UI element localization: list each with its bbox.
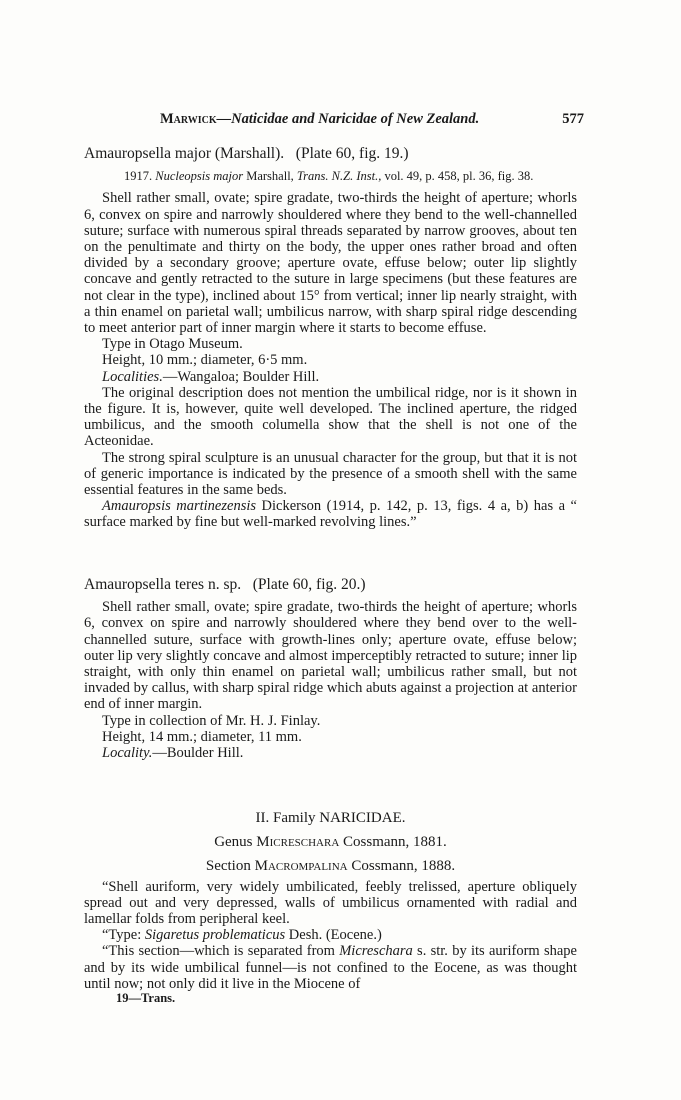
- species-major-remark-2: The strong spiral sculpture is an unusual character for the group, but that it is not of generic importance is indicated by the presence of a smooth shell with the same essential features in the same beds.: [84, 449, 577, 499]
- genus-author: Cossmann, 1881.: [343, 834, 447, 851]
- species-major-heading: [84, 146, 577, 162]
- syn-author: Marshall,: [246, 169, 294, 184]
- genus-name: Micreschara: [256, 834, 340, 851]
- section-prefix: Section: [205, 858, 251, 875]
- species-teres-locality: [84, 745, 577, 761]
- quote2-genus-name: Micreschara: [339, 943, 413, 960]
- header-title: —Naticidae and Naricidae of New Zealand.: [216, 111, 480, 127]
- section-type: [84, 927, 577, 943]
- species-major-remark-1: The original description does not mention the umbilical ridge, nor is it shown in the figure. It is, however, quite well developed. The inclined aperture, the ridged umbilicus, and the smooth columella show that the shell is not one of the Acteonidae.: [84, 384, 577, 450]
- syn-name: Nucleopsis major: [155, 169, 244, 184]
- species-teres-height: Height, 14 mm.; diameter, 11 mm.: [102, 728, 302, 745]
- section-quote-1: “Shell auriform, very widely umbilicated, feebly trelissed, aperture obliquely spread out and very depressed, walls of umbilicus ornamented with radial and lamellar folds from peripheral keel.: [84, 878, 577, 928]
- species-teres-title: Amauropsella teres n. sp.: [84, 576, 242, 593]
- species-teres-description: Shell rather small, ovate; spire gradate, two-thirds the height of aperture; whorls 6, convex on spire and narrowly shouldered where they bend over to the well-channelled suture, surface with growth-lines only; aperture ovate, effuse below; outer lip very slightly concave and almost imperceptibly retracted to suture; inner lip straight, with only thin enamel on parietal wall; umbilicus rather small, but not invaded by callus, with sharp spiral ridge which abuts against a projection at anterior end of inner margin.: [84, 599, 577, 713]
- species-teres-heading: [84, 577, 577, 593]
- type-suffix: Desh. (Eocene.): [285, 927, 382, 944]
- remark-text: Dickerson (1914, p. 142, p. 13, figs. 4 a, b) has a “ surface marked by fine but well-marked revolving lines.”: [84, 498, 577, 531]
- localities-value: —Wangaloa; Boulder Hill.: [162, 368, 320, 385]
- type-prefix: “Type:: [102, 927, 142, 944]
- species-major-plate: (Plate 60, fig. 19.): [295, 145, 409, 162]
- signature-mark: 19—Trans.: [116, 991, 176, 1005]
- type-species-name: Sigaretus problematicus: [144, 927, 286, 944]
- section-author: Cossmann, 1888.: [351, 858, 456, 875]
- family-heading: II. Family NARICIDAE.: [255, 810, 406, 826]
- localities-label: Localities.: [102, 368, 163, 385]
- remark-species-name: Amauropsis martinezensis: [102, 498, 257, 515]
- syn-ref: vol. 49, p. 458, pl. 36, fig. 38.: [384, 169, 534, 184]
- species-teres-section: [84, 577, 577, 761]
- genus-heading: [84, 834, 577, 850]
- section-name: Macrompalina: [254, 858, 348, 875]
- species-teres-plate: (Plate 60, fig. 20.): [252, 576, 366, 593]
- family-naricidae-section: [84, 810, 577, 992]
- running-header: [160, 111, 584, 128]
- species-major-type: Type in Otago Museum.: [102, 336, 243, 353]
- species-major-height: Height, 10 mm.; diameter, 6·5 mm.: [102, 352, 308, 369]
- syn-year: 1917.: [124, 169, 153, 184]
- page-number: 577: [562, 111, 584, 127]
- section-quote-2: [84, 943, 577, 992]
- genus-prefix: Genus: [214, 834, 253, 851]
- locality-label: Locality.: [102, 745, 153, 762]
- section-heading: [84, 858, 577, 874]
- species-major-remark-3: [84, 498, 577, 530]
- species-major-title: Amauropsella major (Marshall).: [84, 145, 285, 162]
- species-major-section: [84, 146, 577, 531]
- quote2-part-a: “This section—which is separated from: [102, 943, 340, 960]
- quote2-part-b: s. str. by its auriform shape and by its wide umbilical funnel—is not confined to the Eocene, as was thought until now; not only did it live in the Miocene of: [84, 943, 577, 992]
- species-major-localities: [84, 369, 577, 385]
- syn-journal: Trans. N.Z. Inst.,: [296, 169, 382, 184]
- species-major-synonymy: [84, 168, 577, 184]
- species-teres-type: Type in collection of Mr. H. J. Finlay.: [102, 712, 321, 729]
- species-major-description: Shell rather small, ovate; spire gradate, two-thirds the height of aperture; whorls 6, convex on spire and narrowly shouldered where they bend to the well-channelled suture; surface with numerous spiral threads separated by narrow grooves, about ten on the penultimate and thirty on the body, the upper ones rather broad and often divided by a secondary groove; aperture ovate, effuse below; outer lip slightly concave and gently retracted to the suture in large specimens (but these features are not clear in the type), inclined about 15° from vertical; inner lip nearly straight, with a thin enamel on parietal wall; umbilicus narrow, with sharp spiral ridge descending to meet anterior part of inner margin where it starts to become effuse.: [84, 190, 577, 337]
- header-author: Marwick: [160, 111, 217, 127]
- locality-value: —Boulder Hill.: [152, 745, 244, 762]
